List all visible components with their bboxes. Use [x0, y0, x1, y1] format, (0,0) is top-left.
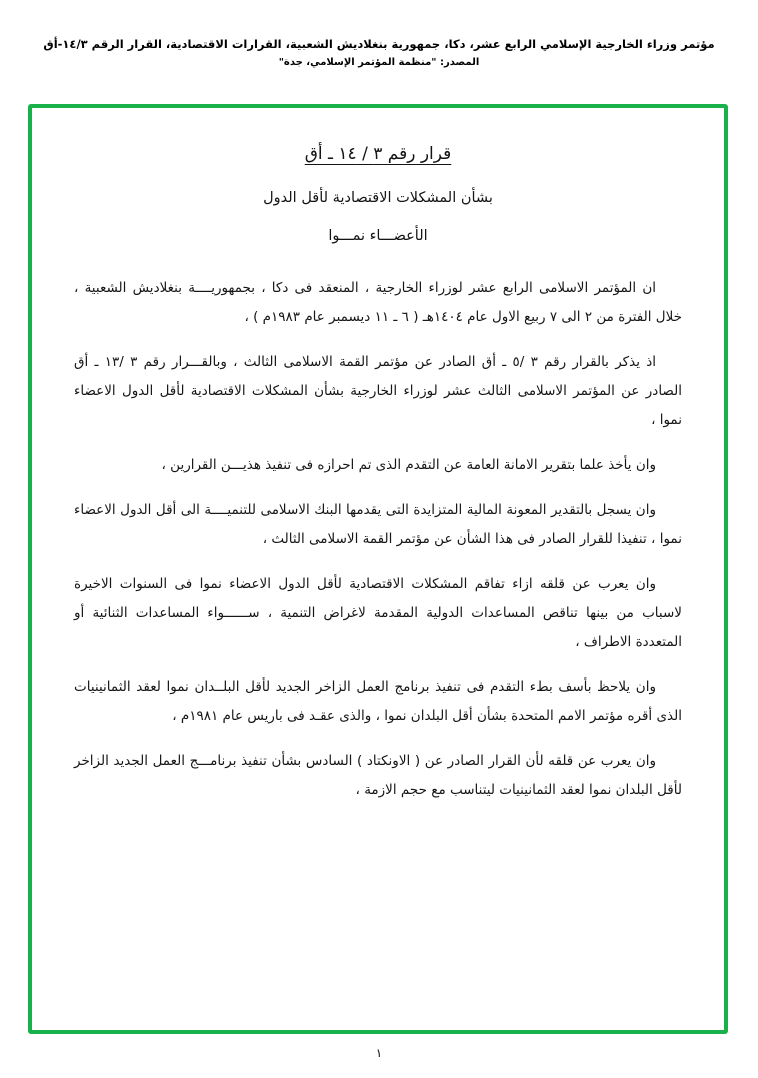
document-frame: [28, 104, 728, 1034]
header-source-line: المصدر: "منظمة المؤتمر الإسلامي، جدة": [278, 57, 480, 69]
paragraph: وان يسجل بالتقدير المعونة المالية المتزايدة التى يقدمها البنك الاسلامى للتنميــــة الى أقل الدول الاعضاء نموا ، تنفيذا للقرار الصادر فى هذا الشأن عن مؤتمر القمة الاسلامى الثالث ،: [74, 502, 682, 548]
paragraph: وان يأخذ علما بتقرير الامانة العامة عن التقدم الذى تم احرازه فى تنفيذ هذيـــن القرارين ،: [161, 457, 656, 474]
document-header: [0, 36, 758, 68]
paragraph: وان يعرب عن قلقه لأن القرار الصادر عن ( الاونكتاد ) السادس بشأن تنفيذ برنامـــج العمل الجديد الزاخر لأقل البلدان نموا لعقد الثمانينيات ليتناسب مع حجم الازمة ،: [74, 753, 682, 799]
paragraph: ان المؤتمر الاسلامى الرابع عشر لوزراء الخارجية ، المنعقد فى دكا ، بجمهوريــــة بنغلاديش الشعبية ، خلال الفترة من ٢ الى ٧ ربيع الاول عام ١٤٠٤هـ ( ٦ ـ ١١ ديسمبر عام ١٩٨٣م ) ،: [74, 280, 682, 326]
header-title-line: مؤتمر وزراء الخارجية الإسلامي الرابع عشر، دكا، جمهورية بنغلاديش الشعبية، القرارات الاقتصادية، القرار الرقم ١٤/٣-أق: [43, 37, 715, 51]
document-body: [74, 130, 682, 1014]
paragraph: وان يلاحظ بأسف بطء التقدم فى تنفيذ برنامج العمل الزاخر الجديد لأقل البلــدان نموا لعقد الثمانينيات الذى أقره مؤتمر الامم المتحدة بشأن أقل البلدان نموا ، والذى عقـد فى باريس عام ١٩٨١م ،: [74, 679, 682, 725]
resolution-subtitle: بشأن المشكلات الاقتصادية لأقل الدول: [263, 190, 493, 206]
page-number: ١: [375, 1046, 383, 1060]
resolution-title: قرار رقم ٣ / ١٤ ـ أق: [304, 144, 452, 164]
paragraph: اذ يذكر بالقرار رقم ٣ /٥ ـ أق الصادر عن مؤتمر القمة الاسلامى الثالث ، وبالقـــرار رقم ٣ /١٣ ـ أق الصادر عن المؤتمر الاسلامى الثالث عشر لوزراء الخارجية بشأن المشكلات الاقتصادية لأقل الدول الاعضاء نموا ،: [74, 354, 682, 429]
paragraph: وان يعرب عن قلقه ازاء تفاقم المشكلات الاقتصادية لأقل الدول الاعضاء نموا فى السنوات الاخيرة لاسباب من بينها تناقص المساعدات الدولية المقدمة لاغراض التنمية ، ســــــواء المساعدات الثنائية أو المتعددة الاطراف ،: [74, 576, 682, 651]
resolution-subtitle-second-line: الأعضـــاء نمـــوا: [328, 228, 428, 244]
